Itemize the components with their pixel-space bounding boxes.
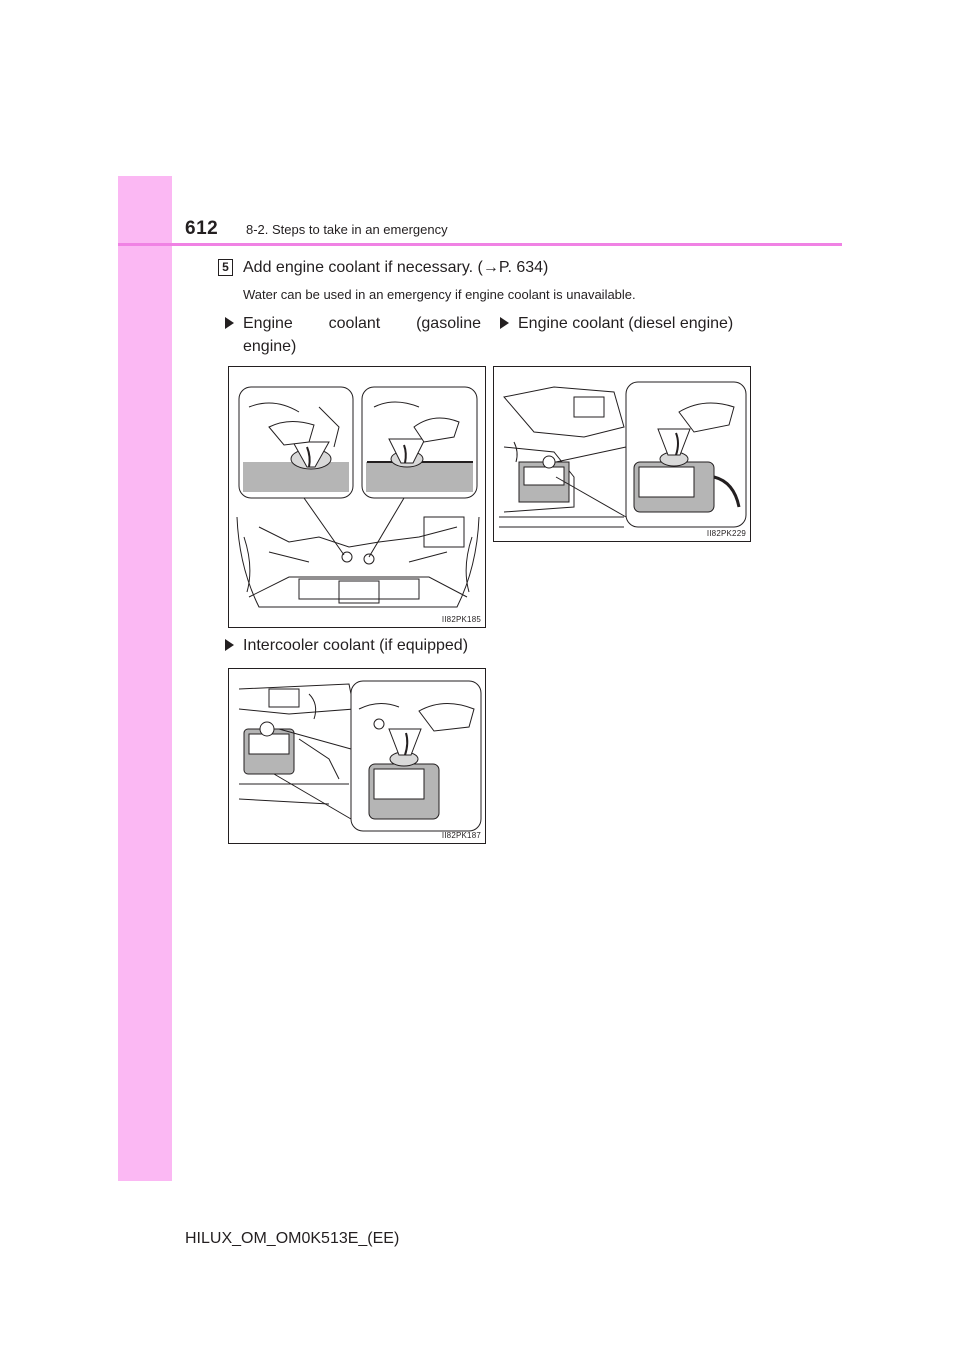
gasoline-caption (243, 312, 481, 358)
bullet-triangle-icon (500, 317, 509, 329)
diesel-engine-illustration (494, 367, 751, 542)
intercooler-caption (243, 634, 468, 657)
document-code: HILUX_OM_OM0K513E_(EE) (185, 1230, 400, 1247)
arrow-symbol: → (482, 259, 499, 276)
step-instruction-prefix: Add engine coolant if necessary. ( (243, 259, 483, 276)
diesel-caption (518, 312, 733, 335)
step-note: Water can be used in an emergency if engine coolant is unavailable. (243, 287, 636, 302)
sidebar-tab (118, 176, 172, 1181)
page-number: 612 (185, 218, 219, 239)
figure-code: II82PK185 (441, 615, 481, 624)
step-instruction (243, 259, 548, 277)
gasoline-engine-figure (228, 366, 486, 628)
figure-code: II82PK229 (706, 529, 746, 538)
header-rule (118, 243, 842, 246)
gasoline-caption-line1: Engine coolant (gasoline (243, 315, 481, 332)
intercooler-caption-text: Intercooler coolant (if equipped) (243, 637, 469, 654)
bullet-triangle-icon (225, 317, 234, 329)
gasoline-engine-illustration (229, 367, 486, 628)
diesel-caption-text: Engine coolant (diesel engine) (518, 315, 734, 332)
gasoline-caption-line2: engine) (243, 338, 297, 355)
intercooler-illustration (229, 669, 486, 844)
diesel-engine-figure (493, 366, 751, 542)
page-reference-link[interactable]: P. 634) (498, 259, 549, 276)
bullet-triangle-icon (225, 639, 234, 651)
step-number-badge: 5 (218, 259, 233, 276)
intercooler-figure (228, 668, 486, 844)
figure-code: II82PK187 (441, 831, 481, 840)
section-title: 8-2. Steps to take in an emergency (246, 222, 448, 237)
